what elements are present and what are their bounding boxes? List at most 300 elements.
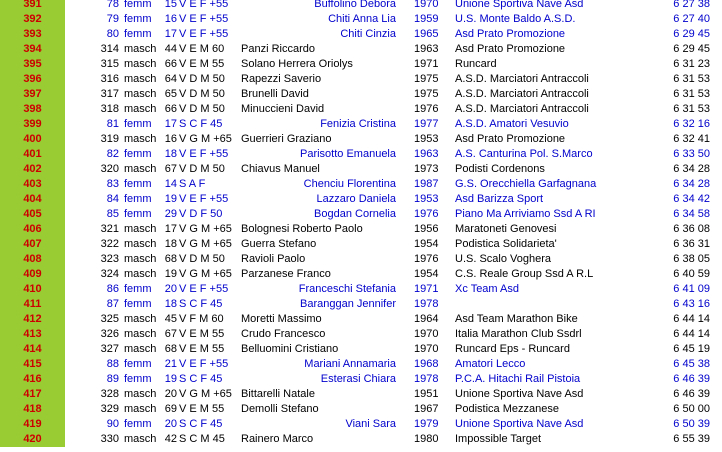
bib-number-cell: 325 — [100, 313, 119, 325]
sex-cell: femm — [124, 298, 152, 310]
athlete-name-cell: Parzanese Franco — [241, 268, 331, 280]
birth-year-cell: 1959 — [414, 13, 439, 25]
team-cell: Xc Team Asd — [455, 283, 519, 295]
athlete-name-cell: Moretti Massimo — [241, 313, 322, 325]
category-cell: V G M +65 — [179, 223, 232, 235]
table-row — [0, 102, 722, 117]
team-cell: A.S.D. Marciatori Antraccoli — [455, 103, 589, 115]
category-rank-cell: 44 — [164, 43, 177, 55]
bib-number-cell: 316 — [100, 73, 119, 85]
bib-number-cell: 86 — [106, 283, 119, 295]
team-cell: G.S. Orecchiella Garfagnana — [455, 178, 597, 190]
category-cell: V E F +55 — [179, 283, 229, 295]
row-details — [69, 342, 722, 357]
category-cell: V E F +55 — [179, 358, 229, 370]
athlete-name-cell: Ravioli Paolo — [241, 253, 306, 265]
finish-time-cell: 6 50 00 — [673, 403, 710, 415]
row-details — [69, 297, 722, 312]
category-cell: S C F 45 — [179, 418, 223, 430]
birth-year-cell: 1951 — [414, 388, 439, 400]
bib-number-cell: 79 — [106, 13, 119, 25]
table-row — [0, 117, 722, 132]
row-details — [69, 327, 722, 342]
position-cell: 399 — [0, 117, 65, 132]
table-row — [0, 372, 722, 387]
athlete-name-cell: Bogdan Cornelia — [314, 208, 396, 220]
athlete-name-cell: Guerrieri Graziano — [241, 133, 332, 145]
position-cell: 410 — [0, 282, 65, 297]
bib-number-cell: 326 — [100, 328, 119, 340]
category-rank-cell: 67 — [164, 163, 177, 175]
birth-year-cell: 1956 — [414, 223, 439, 235]
finish-time-cell: 6 36 08 — [673, 223, 710, 235]
table-row — [0, 282, 722, 297]
table-row — [0, 357, 722, 372]
table-row — [0, 297, 722, 312]
table-row — [0, 192, 722, 207]
table-row — [0, 252, 722, 267]
category-cell: V E M 55 — [179, 58, 225, 70]
bib-number-cell: 329 — [100, 403, 119, 415]
finish-time-cell: 6 29 45 — [673, 43, 710, 55]
team-cell: Maratoneti Genovesi — [455, 223, 557, 235]
category-rank-cell: 20 — [164, 388, 177, 400]
bib-number-cell: 81 — [106, 118, 119, 130]
category-cell: S C M 45 — [179, 433, 225, 445]
category-cell: V E M 55 — [179, 328, 225, 340]
category-rank-cell: 66 — [164, 103, 177, 115]
team-cell: Unione Sportiva Nave Asd — [455, 0, 584, 10]
athlete-name-cell: Esterasi Chiara — [320, 373, 396, 385]
athlete-name-cell: Bittarelli Natale — [241, 388, 315, 400]
athlete-name-cell: Bolognesi Roberto Paolo — [241, 223, 363, 235]
position-cell: 407 — [0, 237, 65, 252]
row-details — [69, 117, 722, 132]
position-cell: 395 — [0, 57, 65, 72]
table-row — [0, 162, 722, 177]
category-rank-cell: 67 — [164, 328, 177, 340]
position-cell: 416 — [0, 372, 65, 387]
row-details — [69, 312, 722, 327]
position-cell: 411 — [0, 297, 65, 312]
position-cell: 398 — [0, 102, 65, 117]
category-rank-cell: 64 — [164, 73, 177, 85]
team-cell: Podistica Mezzanese — [455, 403, 559, 415]
finish-time-cell: 6 45 19 — [673, 343, 710, 355]
position-cell: 392 — [0, 12, 65, 27]
table-row — [0, 0, 722, 12]
athlete-name-cell: Minuccieni David — [241, 103, 325, 115]
row-details — [69, 87, 722, 102]
birth-year-cell: 1964 — [414, 313, 439, 325]
row-details — [69, 267, 722, 282]
position-cell: 400 — [0, 132, 65, 147]
category-rank-cell: 20 — [164, 283, 177, 295]
category-rank-cell: 66 — [164, 58, 177, 70]
category-cell: V D M 50 — [179, 253, 225, 265]
finish-time-cell: 6 31 23 — [673, 58, 710, 70]
birth-year-cell: 1976 — [414, 253, 439, 265]
finish-time-cell: 6 29 45 — [673, 28, 710, 40]
sex-cell: femm — [124, 193, 152, 205]
birth-year-cell: 1975 — [414, 73, 439, 85]
bib-number-cell: 320 — [100, 163, 119, 175]
bib-number-cell: 328 — [100, 388, 119, 400]
birth-year-cell: 1971 — [414, 283, 439, 295]
birth-year-cell: 1963 — [414, 43, 439, 55]
category-rank-cell: 19 — [164, 193, 177, 205]
position-cell: 391 — [0, 0, 65, 12]
finish-time-cell: 6 34 28 — [673, 163, 710, 175]
table-row — [0, 42, 722, 57]
table-row — [0, 207, 722, 222]
table-row — [0, 312, 722, 327]
finish-time-cell: 6 34 42 — [673, 193, 710, 205]
finish-time-cell: 6 34 58 — [673, 208, 710, 220]
category-cell: S C F 45 — [179, 298, 223, 310]
athlete-name-cell: Baranggan Jennifer — [299, 298, 396, 310]
category-cell: V G M +65 — [179, 268, 232, 280]
row-details — [69, 0, 722, 12]
athlete-name-cell: Belluomini Cristiano — [241, 343, 339, 355]
bib-number-cell: 84 — [106, 193, 119, 205]
finish-time-cell: 6 40 59 — [673, 268, 710, 280]
table-row — [0, 177, 722, 192]
category-cell: V D M 50 — [179, 103, 225, 115]
team-cell: A.S. Canturina Pol. S.Marco — [455, 148, 593, 160]
team-cell: A.S.D. Amatori Vesuvio — [455, 118, 569, 130]
athlete-name-cell: Chenciu Florentina — [303, 178, 396, 190]
finish-time-cell: 6 46 39 — [673, 388, 710, 400]
category-cell: S A F — [179, 178, 206, 190]
position-cell: 415 — [0, 357, 65, 372]
finish-time-cell: 6 31 53 — [673, 73, 710, 85]
athlete-name-cell: Viani Sara — [345, 418, 396, 430]
sex-cell: femm — [124, 418, 152, 430]
position-cell: 406 — [0, 222, 65, 237]
birth-year-cell: 1976 — [414, 103, 439, 115]
row-details — [69, 12, 722, 27]
position-cell: 418 — [0, 402, 65, 417]
category-cell: V E M 60 — [179, 43, 225, 55]
bib-number-cell: 88 — [106, 358, 119, 370]
sex-cell: femm — [124, 358, 152, 370]
category-rank-cell: 69 — [164, 403, 177, 415]
sex-cell: masch — [124, 238, 157, 250]
table-row — [0, 267, 722, 282]
birth-year-cell: 1971 — [414, 58, 439, 70]
category-cell: V G M +65 — [179, 133, 232, 145]
finish-time-cell: 6 41 09 — [673, 283, 710, 295]
position-cell: 414 — [0, 342, 65, 357]
birth-year-cell: 1968 — [414, 358, 439, 370]
position-cell: 413 — [0, 327, 65, 342]
position-cell: 417 — [0, 387, 65, 402]
category-cell: V F M 60 — [179, 313, 224, 325]
athlete-name-cell: Guerra Stefano — [241, 238, 317, 250]
category-rank-cell: 20 — [164, 418, 177, 430]
position-cell: 405 — [0, 207, 65, 222]
sex-cell: femm — [124, 178, 152, 190]
finish-time-cell: 6 38 05 — [673, 253, 710, 265]
team-cell: Runcard Eps - Runcard — [455, 343, 570, 355]
team-cell: C.S. Reale Group Ssd A R.L — [455, 268, 594, 280]
bib-number-cell: 82 — [106, 148, 119, 160]
bib-number-cell: 90 — [106, 418, 119, 430]
category-cell: V E M 55 — [179, 403, 225, 415]
bib-number-cell: 324 — [100, 268, 119, 280]
finish-time-cell: 6 31 53 — [673, 88, 710, 100]
category-rank-cell: 17 — [164, 223, 177, 235]
athlete-name-cell: Buffolino Debora — [314, 0, 396, 10]
team-cell: U.S. Scalo Voghera — [455, 253, 552, 265]
bib-number-cell: 321 — [100, 223, 119, 235]
bib-number-cell: 327 — [100, 343, 119, 355]
birth-year-cell: 1978 — [414, 298, 439, 310]
bib-number-cell: 322 — [100, 238, 119, 250]
team-cell: Amatori Lecco — [455, 358, 526, 370]
team-cell: Asd Barizza Sport — [455, 193, 544, 205]
position-cell: 396 — [0, 72, 65, 87]
table-row — [0, 237, 722, 252]
position-cell: 409 — [0, 267, 65, 282]
category-rank-cell: 45 — [164, 313, 177, 325]
birth-year-cell: 1987 — [414, 178, 439, 190]
team-cell: Piano Ma Arriviamo Ssd A RI — [455, 208, 596, 220]
table-row — [0, 12, 722, 27]
table-row — [0, 342, 722, 357]
table-row — [0, 147, 722, 162]
athlete-name-cell: Chiti Anna Lia — [328, 13, 396, 25]
finish-time-cell: 6 44 14 — [673, 313, 710, 325]
sex-cell: femm — [124, 28, 152, 40]
category-rank-cell: 29 — [164, 208, 177, 220]
bib-number-cell: 315 — [100, 58, 119, 70]
category-rank-cell: 19 — [164, 268, 177, 280]
row-details — [69, 372, 722, 387]
team-cell — [455, 297, 620, 312]
sex-cell: masch — [124, 163, 157, 175]
category-rank-cell: 19 — [164, 373, 177, 385]
position-cell: 404 — [0, 192, 65, 207]
birth-year-cell: 1970 — [414, 343, 439, 355]
team-cell: Asd Prato Promozione — [455, 133, 566, 145]
birth-year-cell: 1979 — [414, 418, 439, 430]
position-cell: 402 — [0, 162, 65, 177]
athlete-name-cell: Crudo Francesco — [241, 328, 326, 340]
sex-cell: masch — [124, 268, 157, 280]
table-row — [0, 402, 722, 417]
table-row — [0, 132, 722, 147]
position-cell: 408 — [0, 252, 65, 267]
category-cell: V G M +65 — [179, 238, 232, 250]
row-details — [69, 222, 722, 237]
category-rank-cell: 16 — [164, 13, 177, 25]
athlete-name-cell: Chiavus Manuel — [241, 163, 320, 175]
finish-time-cell: 6 55 39 — [673, 433, 710, 445]
category-cell: V E F +55 — [179, 13, 229, 25]
category-rank-cell: 42 — [164, 433, 177, 445]
bib-number-cell: 87 — [106, 298, 119, 310]
sex-cell: masch — [124, 343, 157, 355]
sex-cell: masch — [124, 403, 157, 415]
finish-time-cell: 6 46 39 — [673, 373, 710, 385]
category-rank-cell: 21 — [164, 358, 177, 370]
table-row — [0, 57, 722, 72]
finish-time-cell: 6 36 31 — [673, 238, 710, 250]
row-details — [69, 357, 722, 372]
birth-year-cell: 1973 — [414, 163, 439, 175]
sex-cell: masch — [124, 328, 157, 340]
birth-year-cell: 1978 — [414, 373, 439, 385]
category-rank-cell: 18 — [164, 238, 177, 250]
sex-cell: masch — [124, 253, 157, 265]
team-cell: A.S.D. Marciatori Antraccoli — [455, 73, 589, 85]
category-cell: V E F +55 — [179, 193, 229, 205]
team-cell: Podistica Solidarieta' — [455, 238, 557, 250]
position-cell: 419 — [0, 417, 65, 432]
team-cell: Unione Sportiva Nave Asd — [455, 418, 584, 430]
row-details — [69, 102, 722, 117]
category-cell: V E M 55 — [179, 343, 225, 355]
sex-cell: masch — [124, 88, 157, 100]
birth-year-cell: 1977 — [414, 118, 439, 130]
category-cell: V D M 50 — [179, 163, 225, 175]
category-cell: V E F +55 — [179, 148, 229, 160]
bib-number-cell: 85 — [106, 208, 119, 220]
team-cell: Asd Prato Promozione — [455, 43, 566, 55]
sex-cell: masch — [124, 313, 157, 325]
sex-cell: masch — [124, 223, 157, 235]
birth-year-cell: 1954 — [414, 268, 439, 280]
finish-time-cell: 6 34 28 — [673, 178, 710, 190]
category-cell: V D M 50 — [179, 88, 225, 100]
finish-time-cell: 6 32 41 — [673, 133, 710, 145]
category-cell: V D M 50 — [179, 73, 225, 85]
category-rank-cell: 65 — [164, 88, 177, 100]
category-rank-cell: 17 — [164, 28, 177, 40]
birth-year-cell: 1954 — [414, 238, 439, 250]
position-cell: 412 — [0, 312, 65, 327]
finish-time-cell: 6 44 14 — [673, 328, 710, 340]
birth-year-cell: 1970 — [414, 0, 439, 10]
row-details — [69, 252, 722, 267]
bib-number-cell: 330 — [100, 433, 119, 445]
sex-cell: masch — [124, 103, 157, 115]
team-cell: Unione Sportiva Nave Asd — [455, 388, 584, 400]
row-details — [69, 237, 722, 252]
row-details — [69, 132, 722, 147]
table-row — [0, 432, 722, 447]
athlete-name-cell: Parisotto Emanuela — [300, 148, 396, 160]
finish-time-cell: 6 31 53 — [673, 103, 710, 115]
category-rank-cell: 18 — [164, 148, 177, 160]
birth-year-cell: 1967 — [414, 403, 439, 415]
row-details — [69, 147, 722, 162]
sex-cell: femm — [124, 208, 152, 220]
category-cell: V E F +55 — [179, 28, 229, 40]
category-cell: V E F +55 — [179, 0, 229, 10]
sex-cell: femm — [124, 0, 152, 10]
team-cell: Runcard — [455, 58, 497, 70]
table-row — [0, 87, 722, 102]
team-cell: Italia Marathon Club Ssdrl — [455, 328, 582, 340]
category-rank-cell: 15 — [164, 0, 177, 10]
row-details — [69, 417, 722, 432]
row-details — [69, 177, 722, 192]
sex-cell: masch — [124, 58, 157, 70]
category-cell: S C F 45 — [179, 373, 223, 385]
sex-cell: femm — [124, 283, 152, 295]
row-details — [69, 192, 722, 207]
bib-number-cell: 314 — [100, 43, 119, 55]
athlete-name-cell: Rainero Marco — [241, 433, 314, 445]
bib-number-cell: 317 — [100, 88, 119, 100]
row-details — [69, 282, 722, 297]
athlete-name-cell: Solano Herrera Oriolys — [241, 58, 353, 70]
sex-cell: masch — [124, 133, 157, 145]
row-details — [69, 27, 722, 42]
position-cell: 394 — [0, 42, 65, 57]
row-details — [69, 402, 722, 417]
finish-time-cell: 6 50 39 — [673, 418, 710, 430]
athlete-name-cell: Demolli Stefano — [241, 403, 319, 415]
position-cell: 397 — [0, 87, 65, 102]
table-row — [0, 72, 722, 87]
table-row — [0, 327, 722, 342]
position-cell: 401 — [0, 147, 65, 162]
category-rank-cell: 14 — [164, 178, 177, 190]
birth-year-cell: 1970 — [414, 328, 439, 340]
sex-cell: femm — [124, 148, 152, 160]
row-details — [69, 72, 722, 87]
athlete-name-cell: Lazzaro Daniela — [316, 193, 396, 205]
finish-time-cell: 6 43 16 — [673, 298, 710, 310]
bib-number-cell: 319 — [100, 133, 119, 145]
table-row — [0, 417, 722, 432]
athlete-name-cell: Chiti Cinzia — [340, 28, 396, 40]
table-row — [0, 222, 722, 237]
category-rank-cell: 17 — [164, 118, 177, 130]
finish-time-cell: 6 27 38 — [673, 0, 710, 10]
athlete-name-cell: Panzi Riccardo — [241, 43, 315, 55]
table-row — [0, 387, 722, 402]
birth-year-cell: 1953 — [414, 133, 439, 145]
sex-cell: masch — [124, 73, 157, 85]
finish-time-cell: 6 32 16 — [673, 118, 710, 130]
row-details — [69, 432, 722, 447]
team-cell: Asd Team Marathon Bike — [455, 313, 578, 325]
team-cell: U.S. Monte Baldo A.S.D. — [455, 13, 576, 25]
bib-number-cell: 83 — [106, 178, 119, 190]
team-cell: Podisti Cordenons — [455, 163, 545, 175]
bib-number-cell: 78 — [106, 0, 119, 10]
row-details — [69, 207, 722, 222]
sex-cell: masch — [124, 43, 157, 55]
birth-year-cell: 1963 — [414, 148, 439, 160]
category-rank-cell: 68 — [164, 253, 177, 265]
category-rank-cell: 16 — [164, 133, 177, 145]
category-cell: S C F 45 — [179, 118, 223, 130]
birth-year-cell: 1975 — [414, 88, 439, 100]
sex-cell: masch — [124, 388, 157, 400]
sex-cell: masch — [124, 433, 157, 445]
bib-number-cell: 80 — [106, 28, 119, 40]
row-details — [69, 42, 722, 57]
position-cell: 403 — [0, 177, 65, 192]
sex-cell: femm — [124, 13, 152, 25]
bib-number-cell: 323 — [100, 253, 119, 265]
